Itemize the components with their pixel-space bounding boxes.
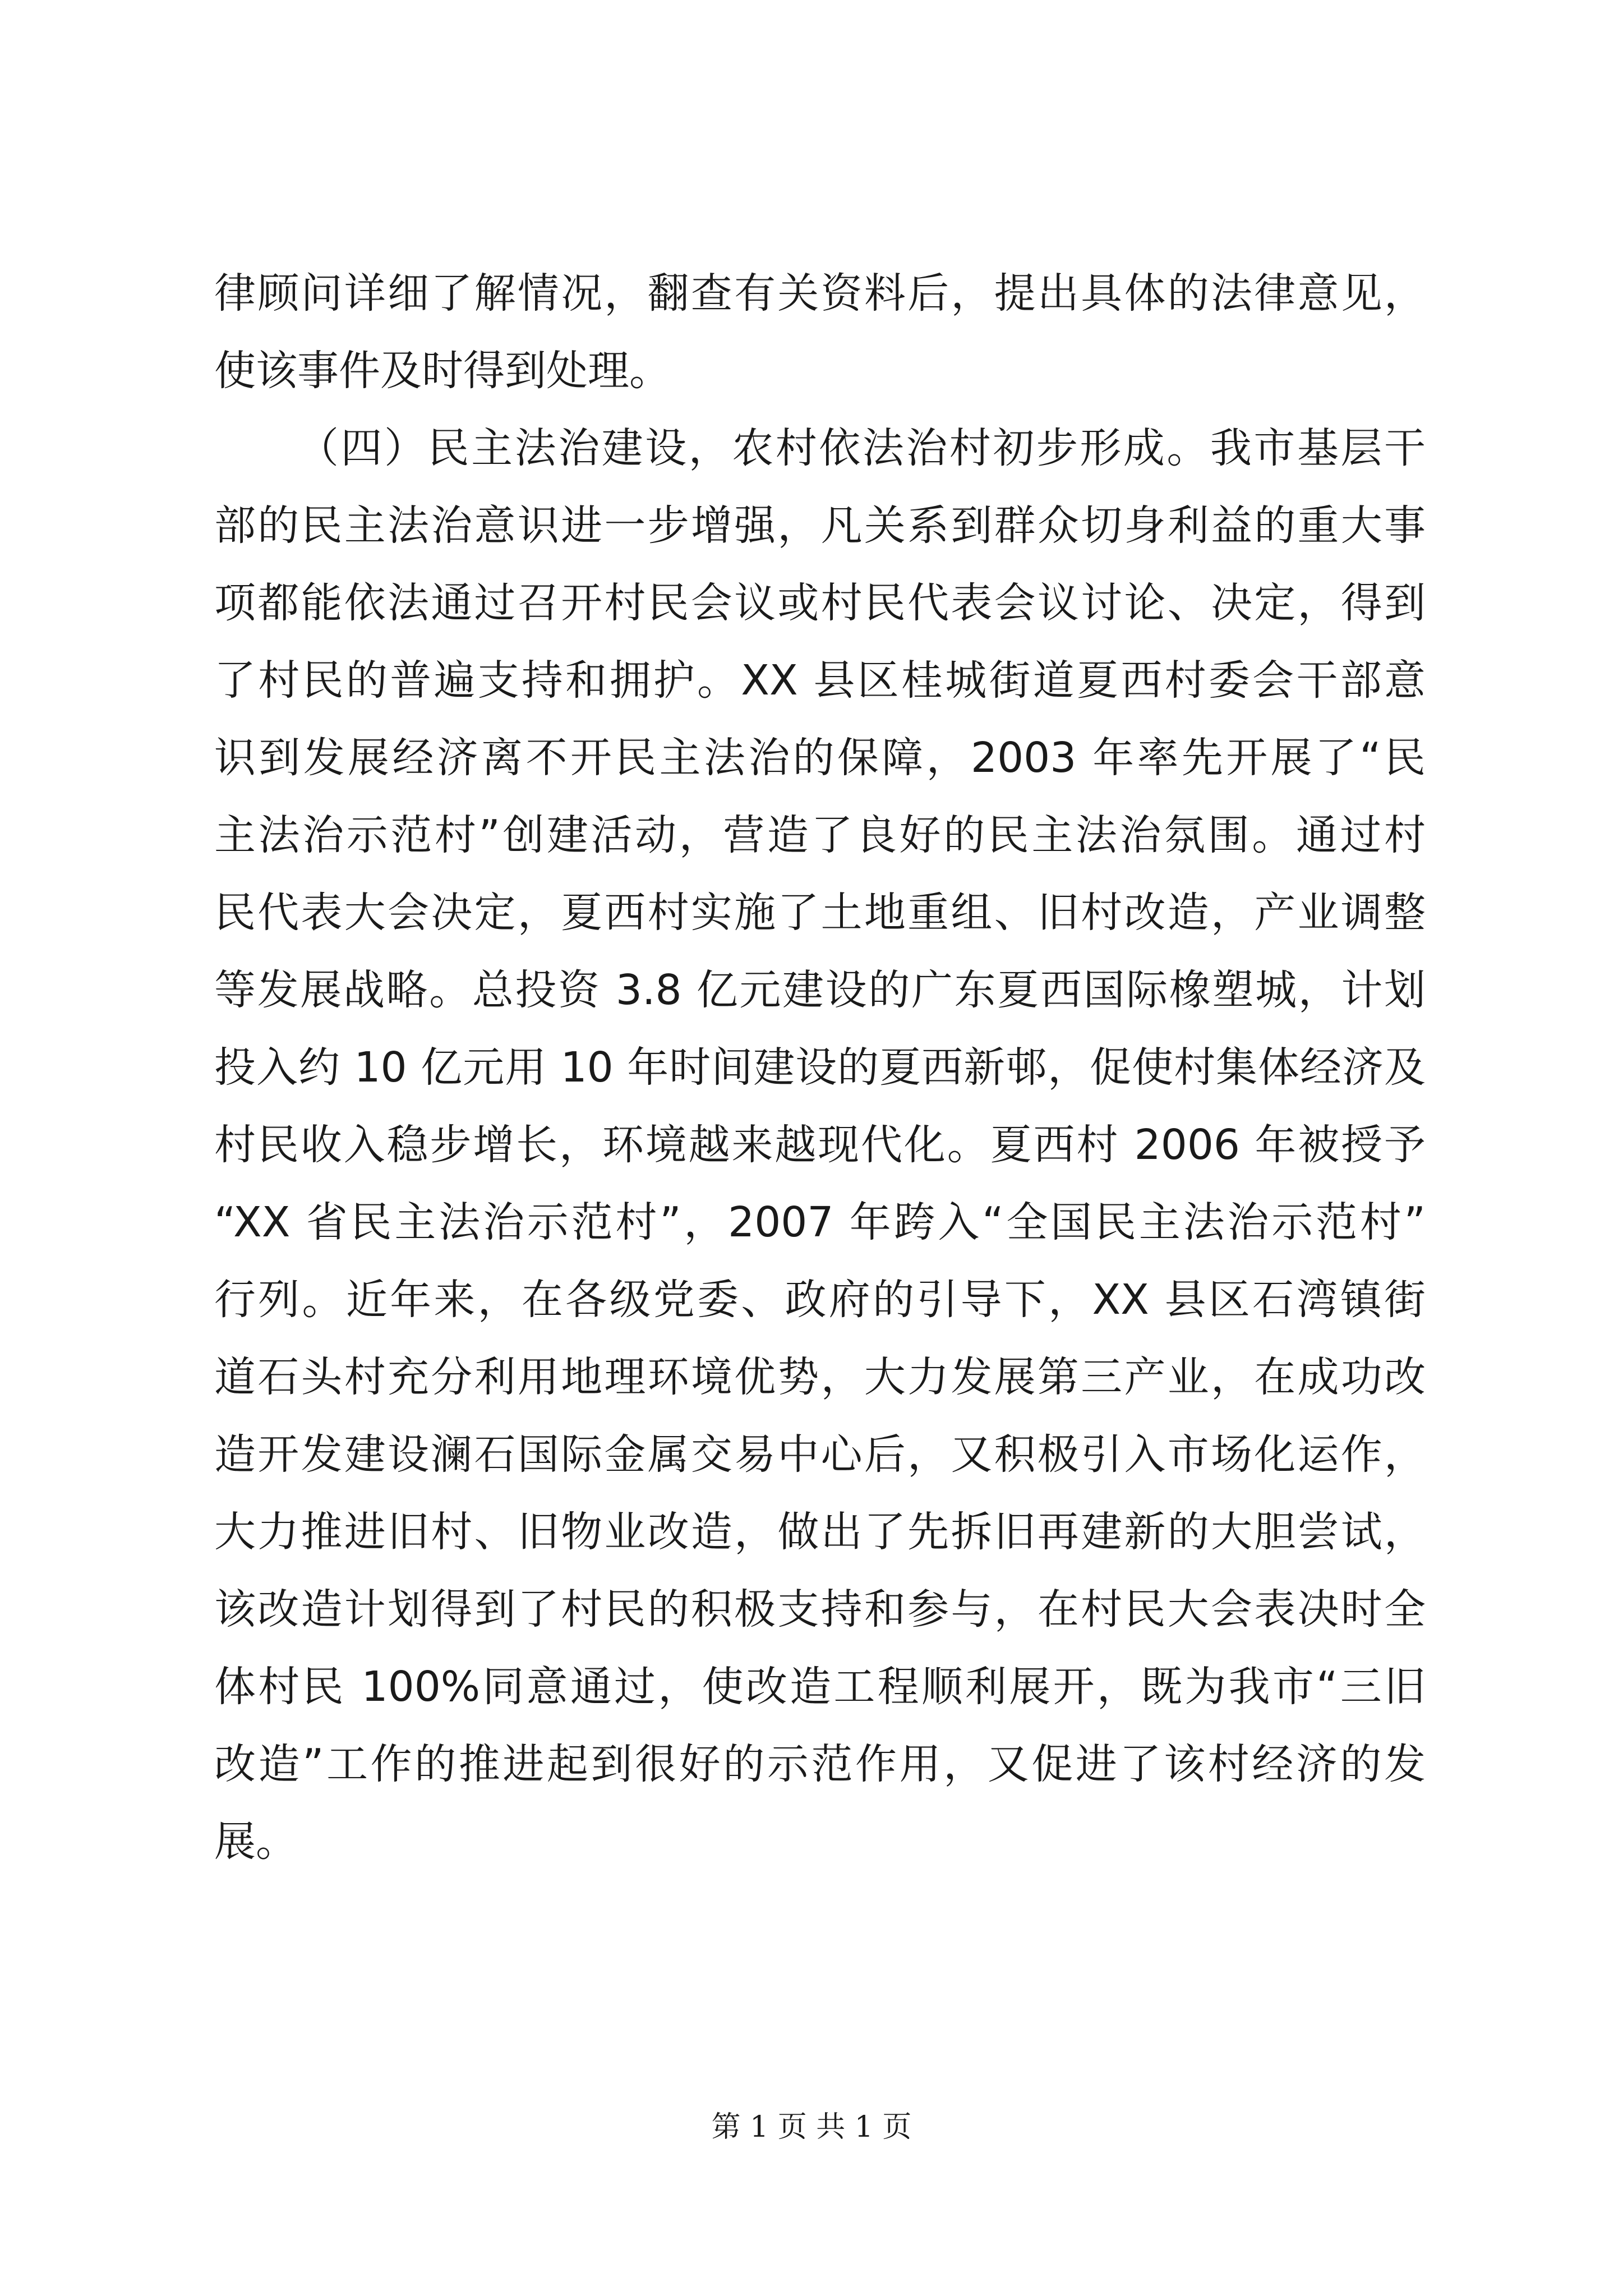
text-line: （四）民主法治建设，农村依法治村初步形成。我市基层干 xyxy=(297,424,1426,472)
text-line: 部的民主法治意识进一步增强，凡关系到群众切身利益的重大事 xyxy=(214,501,1426,550)
text-line: 投入约 10 亿元用 10 年时间建设的夏西新邨，促使村集体经济及 xyxy=(214,1043,1426,1092)
text-line: 主法治示范村”创建活动，营造了良好的民主法治氛围。通过村 xyxy=(214,811,1426,859)
text-line: 大力推进旧村、旧物业改造，做出了先拆旧再建新的大胆尝试， xyxy=(214,1508,1426,1556)
text-line: “XX 省民主法治示范村”，2007 年跨入“全国民主法治示范村” xyxy=(214,1198,1426,1246)
text-line: 使该事件及时得到处理。 xyxy=(214,347,671,395)
text-line: 道石头村充分利用地理环境优势，大力发展第三产业，在成功改 xyxy=(214,1353,1426,1401)
text-line: 了村民的普遍支持和拥护。XX 县区桂城街道夏西村委会干部意 xyxy=(214,656,1426,705)
text-line: 等发展战略。总投资 3.8 亿元建设的广东夏西国际橡塑城，计划 xyxy=(214,966,1426,1014)
text-line: 展。 xyxy=(214,1818,297,1866)
body-text xyxy=(214,255,1426,1880)
text-line: 行列。近年来，在各级党委、政府的引导下，XX 县区石湾镇街 xyxy=(214,1276,1426,1324)
page-footer: 第 1 页 共 1 页 xyxy=(711,2110,912,2144)
text-line: 项都能依法通过召开村民会议或村民代表会议讨论、决定，得到 xyxy=(214,579,1426,627)
text-line: 民代表大会决定，夏西村实施了土地重组、旧村改造，产业调整 xyxy=(214,889,1426,937)
text-line: 该改造计划得到了村民的积极支持和参与，在村民大会表决时全 xyxy=(214,1585,1426,1634)
text-line: 律顾问详细了解情况，翻查有关资料后，提出具体的法律意见， xyxy=(214,269,1426,318)
text-line: 改造”工作的推进起到很好的示范作用，又促进了该村经济的发 xyxy=(214,1740,1426,1788)
text-line: 体村民 100%同意通过，使改造工程顺利展开，既为我市“三旧 xyxy=(214,1663,1426,1711)
text-line: 村民收入稳步增长，环境越来越现代化。夏西村 2006 年被授予 xyxy=(214,1121,1426,1169)
text-line: 识到发展经济离不开民主法治的保障，2003 年率先开展了“民 xyxy=(214,734,1426,782)
text-line: 造开发建设澜石国际金属交易中心后，又积极引入市场化运作， xyxy=(214,1430,1426,1479)
